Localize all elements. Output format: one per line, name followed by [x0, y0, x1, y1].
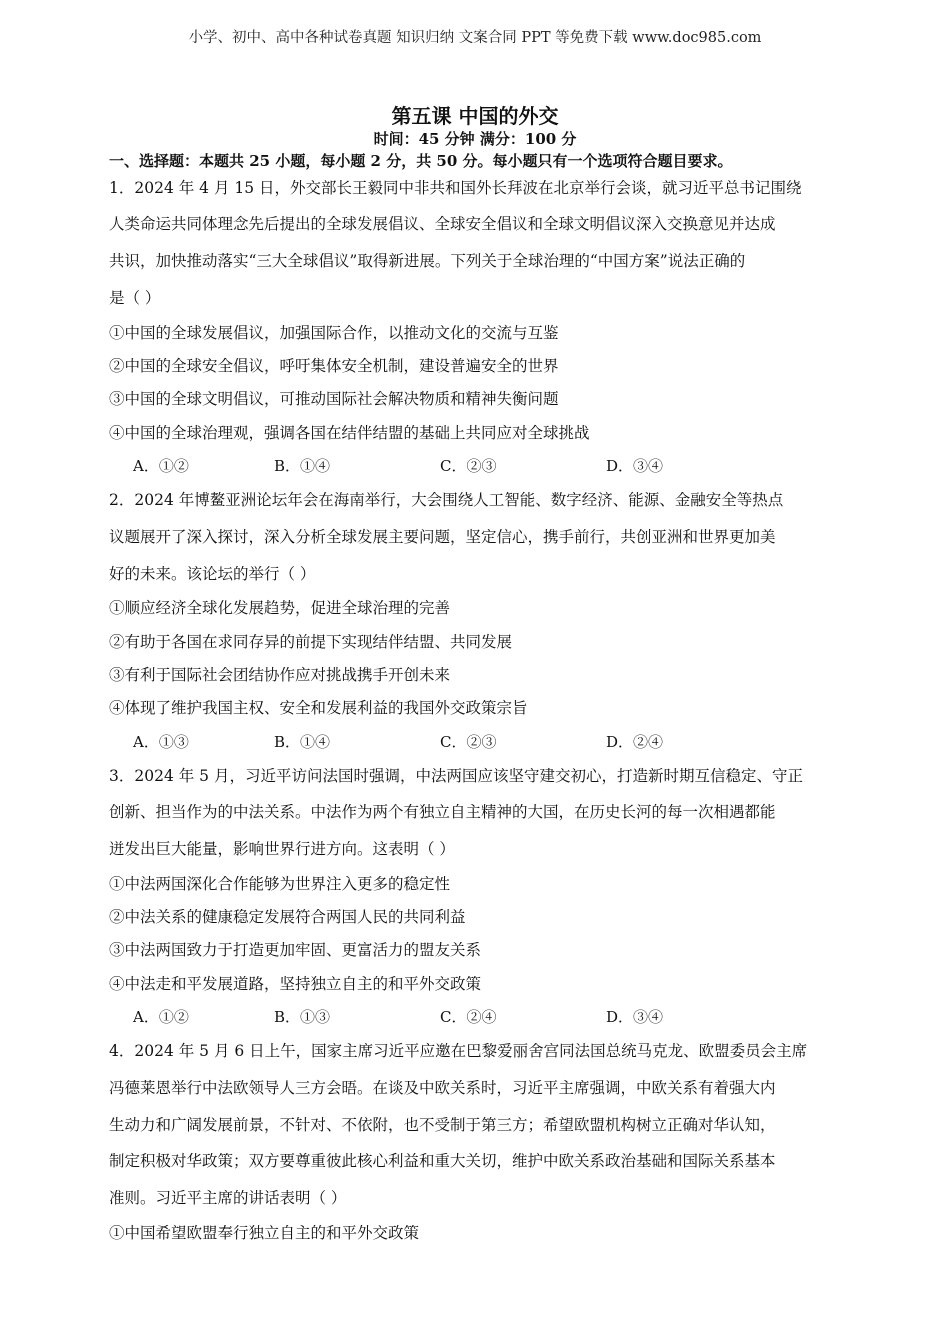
- question-2-line-3: 好的未来。该论坛的举行（ ）: [109, 565, 316, 583]
- question-4-line-5: 准则。习近平主席的讲话表明（ ）: [109, 1189, 347, 1207]
- question-1-option-d: D．③④: [606, 457, 664, 475]
- section-heading: 一、选择题：本题共 25 小题，每小题 2 分，共 50 分。每小题只有一个选项符合题目要求。: [109, 152, 733, 170]
- site-banner: 小学、初中、高中各种试卷真题 知识归纳 文案合同 PPT 等免费下载 www.doc985.com: [188, 30, 762, 46]
- question-1-line-3: 共识，加快推动落实“三大全球倡议”取得新进展。下列关于全球治理的“中国方案”说法正确的: [109, 252, 746, 270]
- question-1-option-b: B．①④: [274, 457, 331, 475]
- question-3-option-b: B．①③: [274, 1008, 331, 1026]
- question-2-statement-2: ②有助于各国在求同存异的前提下实现结伴结盟、共同发展: [109, 633, 513, 651]
- question-1-statement-2: ②中国的全球安全倡议，呼吁集体安全机制，建设普遍安全的世界: [109, 357, 559, 375]
- question-3-statement-1: ①中法两国深化合作能够为世界注入更多的稳定性: [109, 875, 451, 893]
- question-2-statement-4: ④体现了维护我国主权、安全和发展利益的我国外交政策宗旨: [109, 699, 528, 717]
- question-2-option-c: C．②③: [440, 733, 497, 751]
- question-2-statement-1: ①顺应经济全球化发展趋势，促进全球治理的完善: [109, 599, 451, 617]
- question-2-option-a: A．①③: [133, 733, 189, 751]
- question-4-line-1: 4．2024 年 5 月 6 日上午，国家主席习近平应邀在巴黎爱丽舍宫同法国总统马克龙、欧盟委员会主席: [109, 1042, 808, 1060]
- question-1-option-c: C．②③: [440, 457, 497, 475]
- question-3-line-2: 创新、担当作为的中法关系。中法作为两个有独立自主精神的大国，在历史长河的每一次相遇都能: [109, 803, 776, 821]
- question-2-option-b: B．①④: [274, 733, 331, 751]
- question-3-option-c: C．②④: [440, 1008, 497, 1026]
- question-2-statement-3: ③有利于国际社会团结协作应对挑战携手开创未来: [109, 666, 451, 684]
- question-3-option-a: A．①②: [133, 1008, 189, 1026]
- question-1-statement-4: ④中国的全球治理观，强调各国在结伴结盟的基础上共同应对全球挑战: [109, 424, 590, 442]
- page-title: 第五课 中国的外交: [391, 104, 559, 128]
- question-1-statement-1: ①中国的全球发展倡议，加强国际合作，以推动文化的交流与互鉴: [109, 324, 559, 342]
- question-2-option-d: D．②④: [606, 733, 664, 751]
- question-2-line-2: 议题展开了深入探讨，深入分析全球发展主要问题，坚定信心，携手前行，共创亚洲和世界更加美: [109, 528, 776, 546]
- question-3-statement-2: ②中法关系的健康稳定发展符合两国人民的共同利益: [109, 908, 466, 926]
- question-4-statement-1: ①中国希望欧盟奉行独立自主的和平外交政策: [109, 1224, 420, 1242]
- exam-meta: 时间：45 分钟 满分：100 分: [373, 130, 577, 148]
- question-1-statement-3: ③中国的全球文明倡议，可推动国际社会解决物质和精神失衡问题: [109, 390, 559, 408]
- question-3-line-1: 3．2024 年 5 月，习近平访问法国时强调，中法两国应该坚守建交初心，打造新时期互信稳定、守正: [109, 767, 803, 785]
- question-1-line-1: 1．2024 年 4 月 15 日，外交部长王毅同中非共和国外长拜波在北京举行会谈，就习近平总书记围绕: [109, 179, 802, 197]
- question-1-line-4: 是（ ）: [109, 289, 161, 307]
- question-2-line-1: 2．2024 年博鳌亚洲论坛年会在海南举行，大会围绕人工智能、数字经济、能源、金融安全等热点: [109, 491, 784, 509]
- question-3-option-d: D．③④: [606, 1008, 664, 1026]
- question-3-statement-3: ③中法两国致力于打造更加牢固、更富活力的盟友关系: [109, 941, 482, 959]
- question-3-statement-4: ④中法走和平发展道路，坚持独立自主的和平外交政策: [109, 975, 482, 993]
- question-3-line-3: 迸发出巨大能量，影响世界行进方向。这表明（ ）: [109, 840, 455, 858]
- question-4-line-3: 生动力和广阔发展前景，不针对、不依附，也不受制于第三方；希望欧盟机构树立正确对华认知，: [109, 1116, 776, 1134]
- question-1-option-a: A．①②: [133, 457, 189, 475]
- question-4-line-4: 制定积极对华政策；双方要尊重彼此核心利益和重大关切，维护中欧关系政治基础和国际关系基本: [109, 1152, 776, 1170]
- question-4-line-2: 冯德莱恩举行中法欧领导人三方会晤。在谈及中欧关系时，习近平主席强调，中欧关系有着强大内: [109, 1079, 776, 1097]
- question-1-line-2: 人类命运共同体理念先后提出的全球发展倡议、全球安全倡议和全球文明倡议深入交换意见并达成: [109, 215, 776, 233]
